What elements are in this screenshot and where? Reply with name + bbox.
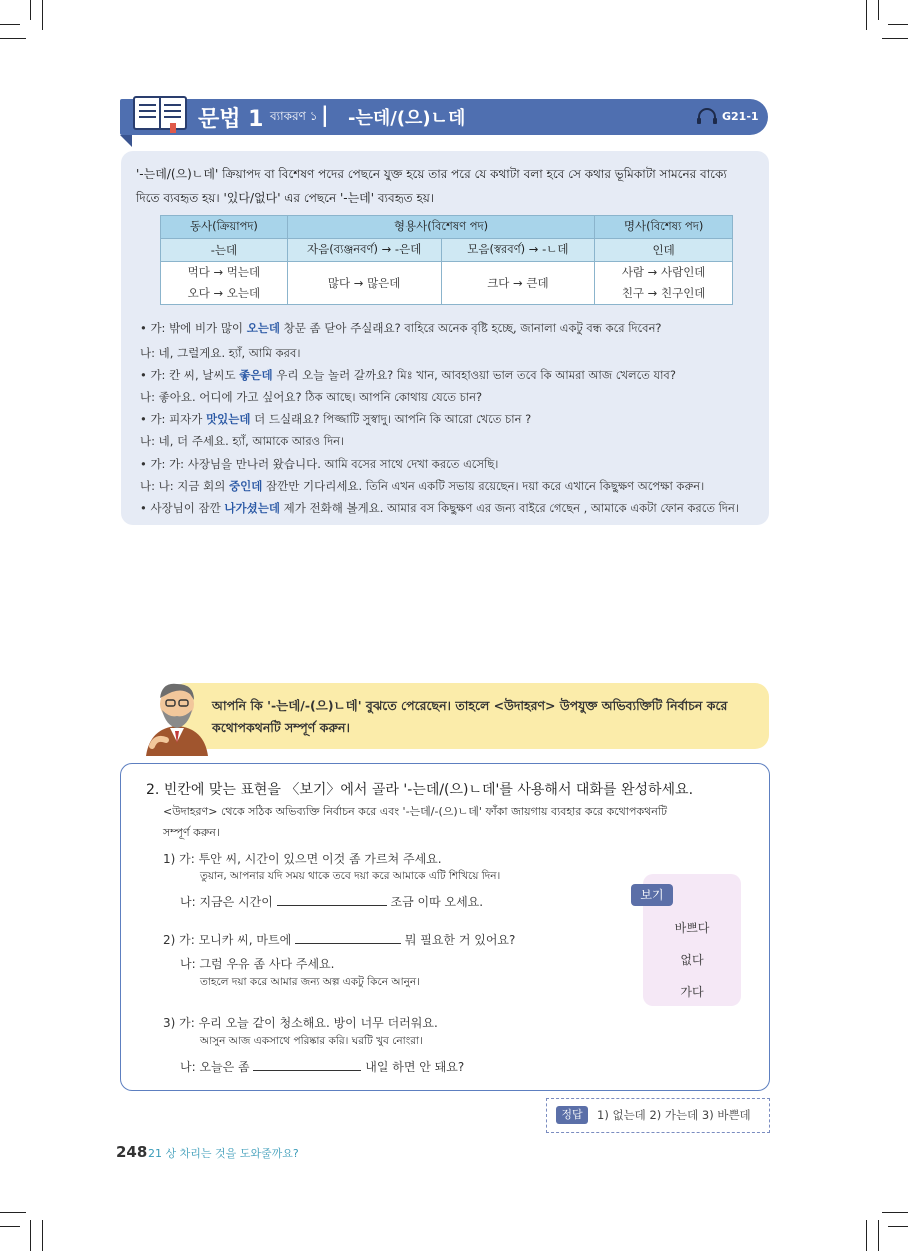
- crop-mark: [882, 1212, 908, 1213]
- tip-bubble: [172, 683, 769, 749]
- example-line: • 가: 밖에 비가 많이 오는데 창문 좀 닫아 주실래요? বাহিরে অনেক বৃষ্টি হচ্ছে, জানালা একটু বন্ধ করে দিবেন?: [140, 321, 662, 335]
- question-text: 조금 이따 오세요.: [390, 895, 484, 909]
- question-text: 나: 지금은 시간이: [180, 895, 273, 909]
- answer-text: 1) 없는데 2) 가는데 3) 바쁜데: [597, 1108, 751, 1122]
- question-1-a: 1) 가: 투안 씨, 시간이 있으면 이것 좀 가르쳐 주세요.: [163, 852, 442, 866]
- example-line: • 사장님이 잠깐 나가셨는데 제가 전화해 볼게요. আমার বস কিছুক্ষণ এর জন্য বাইরে গেছেন , আমাকে একটা ফোন করতে দিন।: [140, 501, 739, 515]
- example-line: 나: 좋아요. 어디에 가고 싶어요? ঠিক আছে। আপনি কোথায় যেতে চান?: [140, 390, 483, 404]
- crop-mark: [42, 1220, 43, 1251]
- question-text: 뭐 필요한 거 있어요?: [404, 933, 516, 947]
- question-text: 나: 오늘은 좀: [180, 1060, 250, 1074]
- question-1-a-translation: তুয়ান, আপনার যদি সময় থাকে তবে দয়া করে আমাকে এটি শিখিয়ে দিন।: [200, 870, 501, 882]
- col-noun: 명사(বিশেষ্য পদ): [595, 216, 733, 239]
- question-text: 2) 가: 모니카 씨, 마트에: [163, 933, 292, 947]
- conjugation-table: [160, 215, 733, 305]
- crop-mark: [0, 38, 26, 39]
- headphones-icon: [696, 108, 718, 124]
- table-cell: [595, 262, 733, 305]
- crop-mark: [882, 38, 908, 39]
- question-1-b: [180, 893, 483, 910]
- grammar-title: 문법 1: [198, 107, 264, 132]
- question-2-a: [163, 931, 515, 948]
- question-3-b: [180, 1058, 464, 1075]
- crop-mark: [30, 0, 31, 20]
- crop-mark: [888, 24, 908, 25]
- example-word: 먹다 → 먹는데: [187, 265, 261, 279]
- crop-mark: [866, 0, 867, 30]
- answer-label: 정답: [556, 1106, 588, 1124]
- example-word-option: 바쁘다: [674, 921, 710, 935]
- example-line: • 가: 가: 사장님을 만나러 왔습니다. আমি বসের সাথে দেখা করতে এসেছি।: [140, 457, 499, 471]
- table-cell: 크다 → 큰데: [441, 262, 595, 305]
- example-line: • 가: 칸 씨, 날씨도 좋은데 우리 오늘 놀러 갈까요? মিঃ খান, আবহাওয়া ভাল তবে কি আমরা আজ খেলতে যাব?: [140, 368, 676, 382]
- question-text: 내일 하면 안 돼요?: [365, 1060, 465, 1074]
- header-fold: [120, 135, 132, 147]
- answer-blank-3[interactable]: [253, 1060, 361, 1071]
- example-word-option: 없다: [680, 953, 704, 967]
- crop-mark: [0, 1226, 20, 1227]
- col-verb: 동사(ক্রিয়াপদ): [161, 216, 288, 239]
- exercise-title: 2. 빈칸에 맞는 표현을 〈보기〉에서 골라 '-는데/(으)ㄴ데'를 사용해서 대화를 완성하세요.: [146, 782, 694, 798]
- example-word: 사람 → 사람인데: [621, 265, 706, 279]
- answer-key: [546, 1098, 770, 1133]
- grammar-form: -는데/(으)ㄴ데: [348, 108, 466, 129]
- intro-line: দিতে ব্যবহৃত হয়। '있다/없다' এর পেছনে '-는데' ব্যবহৃত হয়।: [136, 191, 435, 205]
- chapter-title: 21 상 차리는 것을 도와줄까요?: [148, 1147, 299, 1160]
- tip-text: আপনি কি '-는데/-(으)ㄴ데' বুঝতে পেরেছেন। তাহলে <উদাহরণ> উপযুক্ত অভিব্যক্তিটি নির্বাচন করে কথোপকথনটি সম্পূর্ণ করুন।: [212, 698, 728, 735]
- example-word: 친구 → 친구인데: [621, 286, 706, 300]
- crop-mark: [42, 0, 43, 30]
- crop-mark: [0, 1212, 26, 1213]
- suffix-noun: 인데: [595, 239, 733, 262]
- exercise-instruction: সম্পূর্ণ করুন।: [163, 826, 220, 839]
- header-separator: |: [321, 103, 329, 127]
- suffix-consonant: 자음(ব্যঞ্জনবর্ণ) → -은데: [287, 239, 441, 262]
- question-3-a: 3) 가: 우리 오늘 같이 청소해요. 방이 너무 더러워요.: [163, 1016, 438, 1030]
- example-box-label: 보기: [631, 884, 673, 906]
- audio-code: G21-1: [722, 109, 759, 123]
- exercise-instruction: <উদাহরণ> থেকে সঠিক অভিব্যক্তি নির্বাচন করে এবং '-는데/-(으)ㄴ데' ফাঁকা জায়গায় ব্যবহার করে কথোপকথনটি: [163, 805, 667, 818]
- example-line: 나: 네, 그럴게요. হ্যাঁ, আমি করব।: [140, 346, 301, 360]
- answer-blank-2[interactable]: [295, 933, 401, 944]
- example-word-option: 가다: [680, 985, 704, 999]
- example-line: 나: 네, 더 주세요. হ্যাঁ, আমাকে আরও দিন।: [140, 434, 345, 448]
- crop-mark: [878, 1220, 879, 1251]
- grammar-header: [120, 99, 768, 135]
- answer-blank-1[interactable]: [277, 895, 387, 906]
- question-2-b-translation: তাহলে দয়া করে আমার জন্য অল্প একটু কিনে আনুন।: [200, 976, 420, 988]
- page-number: 248: [116, 1143, 148, 1161]
- example-line: • 가: 피자가 맛있는데 더 드실래요? পিজ্জাটি সুস্বাদু। আপনি কি আরো খেতে চান ?: [140, 412, 532, 426]
- table-cell: 많다 → 많은데: [287, 262, 441, 305]
- crop-mark: [888, 1226, 908, 1227]
- intro-line: '-는데/(으)ㄴ데' ক্রিয়াপদ বা বিশেষণ পদের পেছনে যুক্ত হয়ে তার পরে যে কথাটা বলা হবে সে কথার ভূমিকাটা সামনের বাক্যে: [136, 167, 727, 181]
- teacher-illustration: [140, 676, 214, 756]
- col-adjective: 형용사(বিশেষণ পদ): [287, 216, 594, 239]
- table-cell: [161, 262, 288, 305]
- crop-mark: [0, 24, 20, 25]
- audio-track[interactable]: [696, 108, 759, 124]
- question-3-a-translation: আসুন আজ একসাথে পরিষ্কার করি। ঘরটি খুব নোংরা।: [200, 1035, 423, 1047]
- crop-mark: [878, 0, 879, 20]
- crop-mark: [30, 1220, 31, 1251]
- crop-mark: [866, 1220, 867, 1251]
- book-icon: [132, 93, 188, 133]
- grammar-subtitle: ব্যাকরণ ১: [270, 109, 318, 123]
- intro-text: [136, 162, 756, 210]
- example-line: 나: 나: 지금 회의 중인데 잠깐만 기다리세요. তিনি এখন একটি সভায় রয়েছেন। দয়া করে এখানে কিছুক্ষণ অপেক্ষা করুন।: [140, 479, 705, 493]
- suffix-verb: -는데: [161, 239, 288, 262]
- example-word: 오다 → 오는데: [187, 286, 261, 300]
- question-2-b: 나: 그럼 우유 좀 사다 주세요.: [180, 957, 335, 971]
- suffix-vowel: 모음(স্বরবর্ণ) → -ㄴ데: [441, 239, 595, 262]
